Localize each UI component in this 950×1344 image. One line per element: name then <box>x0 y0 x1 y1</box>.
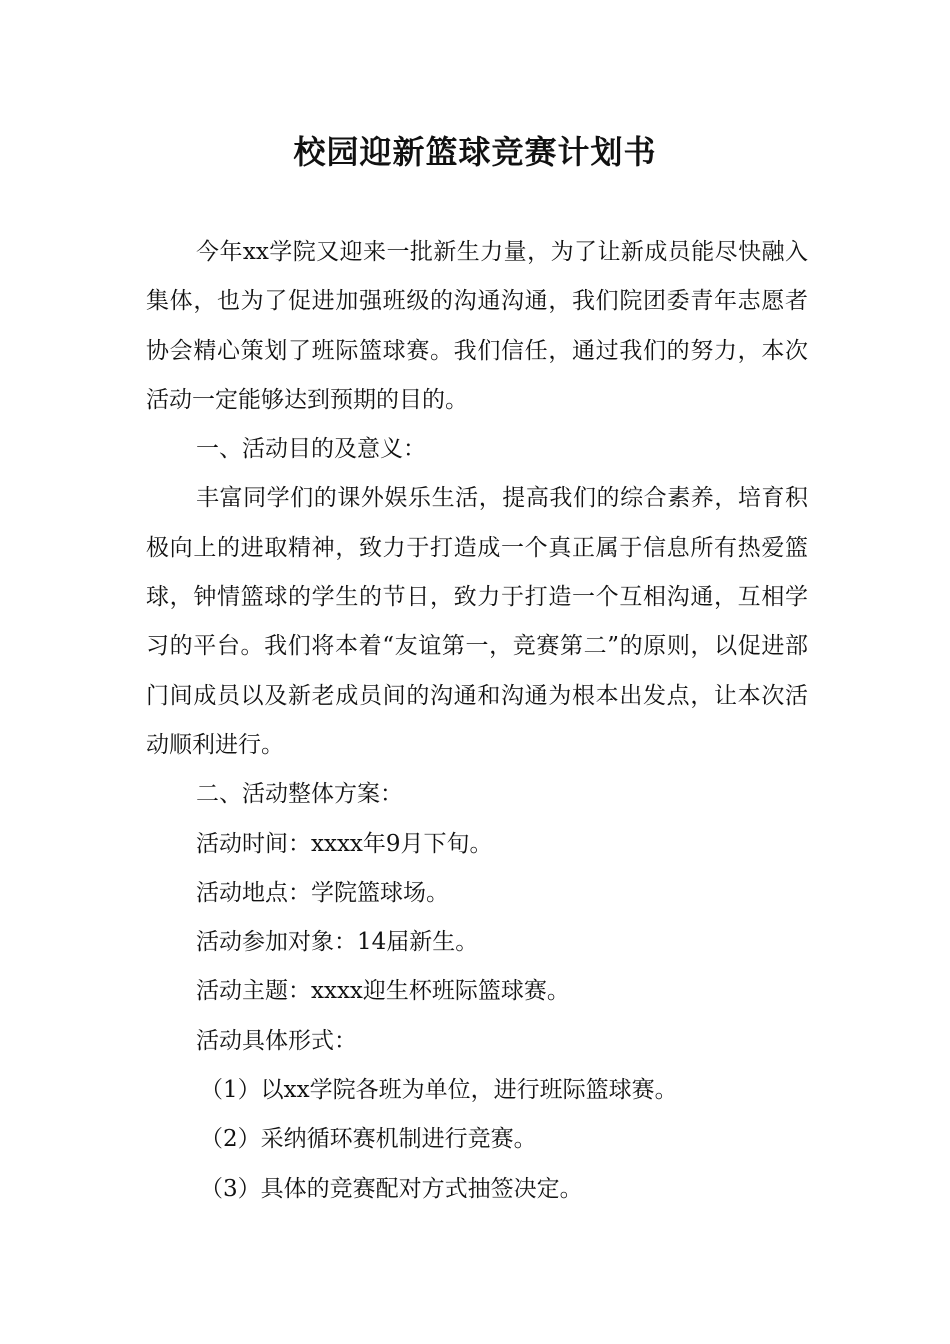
document-body <box>146 228 808 1214</box>
format-heading: 活动具体形式： <box>196 1027 357 1054</box>
format-item: （3）具体的竞赛配对方式抽签决定。 <box>200 1175 583 1202</box>
section-heading-purpose: 一、活动目的及意义： <box>196 436 426 463</box>
format-item: （2）采纳循环赛机制进行竞赛。 <box>200 1126 537 1153</box>
section-heading-plan: 二、活动整体方案： <box>196 781 403 808</box>
purpose-paragraph: 丰富同学们的课外娱乐生活，提高我们的综合素养，培育积极向上的进取精神，致力于打造成一个真正属于信息所有热爱篮球，钟情篮球的学生的节日，致力于打造一个互相沟通，互相学习的平台。我们将本着“友谊第一，竞赛第二”的原则，以促进部门间成员以及新老成员间的沟通和沟通为根本出发点，让本次活动顺利进行。 <box>146 485 808 758</box>
plan-participants: 活动参加对象：14届新生。 <box>196 929 479 956</box>
plan-time: 活动时间：xxxx年9月下旬。 <box>196 830 493 857</box>
document-title: 校园迎新篮球竞赛计划书 <box>293 133 657 171</box>
plan-place: 活动地点：学院篮球场。 <box>196 879 449 906</box>
format-item: （1）以xx学院各班为单位，进行班际篮球赛。 <box>200 1077 678 1104</box>
plan-theme: 活动主题：xxxx迎生杯班际篮球赛。 <box>196 978 570 1005</box>
intro-paragraph: 今年xx学院又迎来一批新生力量，为了让新成员能尽快融入集体，也为了促进加强班级的沟通沟通，我们院团委青年志愿者协会精心策划了班际篮球赛。我们信任，通过我们的努力，本次活动一定能够达到预期的目的。 <box>146 239 808 413</box>
